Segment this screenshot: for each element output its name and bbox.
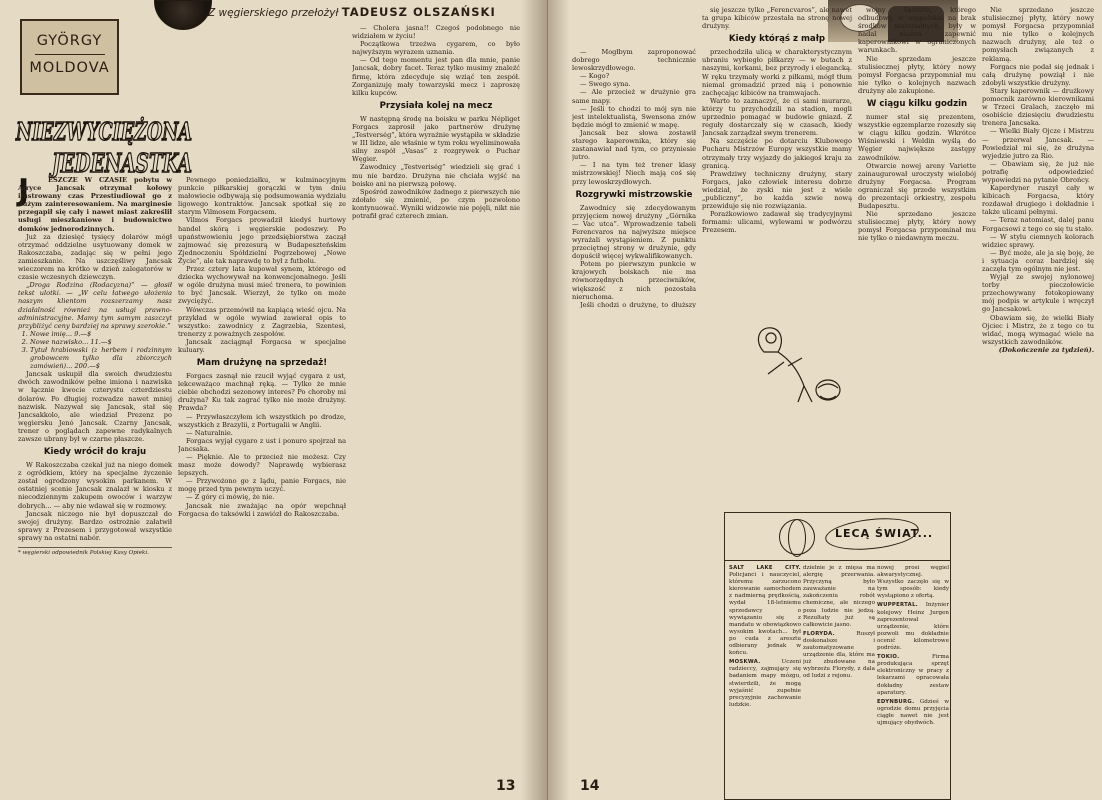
paragraph: — Teraz natomiast, dalej panu Forgacsowi z tego co się tu stało. — [982, 216, 1094, 233]
paragraph: Przez cztery lata kupował synem, którego od dziecka wychowywał na konwencjonalnego. Jeśli w ogóle drużyna musi mieć trenera, to powinien to być Jancsak. Wierzył, że tylko on może zwyciężyć. — [178, 265, 346, 306]
subheading: Kiedy wrócił do kraju — [43, 447, 147, 458]
news-item — [729, 659, 801, 709]
paragraph: Na szczęście po dotarciu Klubowego Pucharu Mistrzów Europy wszystkie mamy otrzymały trzy wyjazdy do jakiegoś kraju za granicą. — [702, 137, 852, 170]
news-item — [803, 565, 875, 629]
paragraph: Stary kaperownik — drużkowy pomocnik zarówno kierownikami w Trzeci Gralach, zaczęło mi osobiście dziesięciu dwudziestu trenera Jancsaka. — [982, 86, 1094, 128]
news-text: Gdzieś w ogrodzie domu przyjęcia ciągłe nawet nie jest ujmujący obydwóch. — [877, 698, 949, 726]
author-last-name: MOLDOVA — [29, 60, 110, 76]
paragraph: W następną środę na boisku w parku Népliget Forgacs zaprosił jako partnerów drużynę „Testverség”, która wyraźnie wystąpiła w składzie w III lidze, ale właśnie w tym roku wyeliminowała silny zespół „Vasas” z rozgrywek o Puchar Węgier. — [352, 114, 520, 164]
paragraph: Obawiam się, że wielki Biały Ojciec i Mistrz, że z tego co tu widać, mogą wymagać wiele na wszystkich zawodników. — [982, 313, 1094, 346]
paragraph: Forgacs zasnął nie rzucił wyjąć cygara z ust, lekceważąco machnął ręką. — Tylko że mnie ciebie obchodzi sezonowy interes? Po choroby mi drużyna? Ku tak zagrać tylko nie może drużyny. Prawda? — [178, 372, 346, 413]
paragraph: numer stał się prezentem, wszystkie egzemplarze rozeszły się w ciągu kilku godzin. Wkrótce Wiśniewski i Weldin wyślą do Węgier największe zastępy zawodników. — [858, 113, 976, 162]
news-sidebar-header — [725, 513, 950, 561]
news-col-3 — [877, 565, 949, 797]
paragraph: przechodziła ulicą w charakterystycznym ubraniu wybiegło piłkarzy — w butach z naszymi, korkami, bez przyrody i elegancką. W ręku trzymały worki z piłkami, mógł tłum niemal gromadzić przed nią i ponownie zachęcając kibiców na tramwajach. — [702, 48, 852, 97]
translator-credit — [208, 5, 496, 19]
list-item: 3. Tytuł hrabiowski (z herbem i rodzinnym grobowcem tylko dla zbiorczych zamówień)... 200.—$ — [30, 346, 172, 370]
paragraph: — Naturalnie. — [186, 428, 233, 437]
right-col-2 — [702, 6, 852, 506]
news-item — [803, 631, 875, 681]
paragraph: Jancsak niczego nie był dopuszczał do swojej drużyny. Bardzo ostrożnie załatwił sprawy z Prezesem i przygotował wszystkie sprawy na ostatni nabór. — [18, 509, 172, 542]
paragraph: Wówczas przemówił na kapiącą wieść ojcu. Na przykład w ogóle wywiad zawierał opis to wszystko: zawodnicy z Zagrzebia, Szentesi, trenerzy z poważnych zespołów. — [178, 305, 346, 338]
list-item: 1. Nowe imię... 9.—$ — [30, 330, 172, 338]
list-item: 2. Nowe nazwisko... 11.—$ — [30, 338, 172, 346]
paragraph: — Wielki Biały Ojcze i Mistrzu — przerwał Jancsak. — Powiedział mi się, że drużyna wyjedzie jutro za Rio. — [982, 127, 1094, 160]
news-sidebar-title: LECĄ ŚWIAT... — [835, 527, 934, 540]
paragraph: Jancsak zaciągnął Forgacsa w specjalne kuluary. — [178, 337, 346, 354]
right-col-4 — [982, 6, 1094, 794]
paragraph: Vilmos Forgacs prowadził kiedyś hurtowy handel skórą i węgierskie podeszwy. Po upaństwowieniu jego przedsiębiorstwa zaczął zajmować się prezesurą w Budapeszteńskim Zjednoczeniu Spółdzielni Pogrzebowej „Nowe Życie”, ale tak naprawdę to był z futbolu. — [178, 216, 346, 265]
subheading: Mam drużynę na sprzedaż! — [196, 358, 328, 369]
news-text: Ruszył doskonalsze i zautomatyzowane urządzenie dla, które ma już zbudowane na wybrzeżu Florydy, z dala od ludzi z rejonu. — [803, 630, 875, 680]
news-col-1 — [729, 565, 801, 797]
paragraph: — Z góry ci mówię, że nie. — [186, 493, 275, 502]
news-item — [877, 565, 949, 600]
news-text: nowej prosi węgiel akwarystycznej. Wszystko zaczęło się w tym sposób: kiedy wystąpiono z ofertą. — [877, 565, 949, 600]
subheading: Przysiała kolej na mecz — [379, 100, 493, 111]
paragraph: — Swego syna. — [580, 80, 631, 89]
paragraph: — I na tym też trener klasy mistrzowskiej! Niech mają coś się przy lewoskrzydłowych. — [572, 161, 696, 186]
credit-prefix: Z węgierskiego przełożył — [208, 7, 339, 19]
paragraph: Zawodnicy „Testveriség” wiedzieli się grać i mu nie bardzo. Drużyna nie chciała wyjść na boisko ani na pierwszą połowę. — [352, 163, 520, 188]
left-col-1 — [18, 173, 172, 780]
left-page — [0, 0, 548, 800]
news-text: Uczeni radzieccy, zajmujący się badaniem mapy mózgu, stwierdzili, że mogą wyjaśnić zupełnie precyzyjnie zachowanie ludzkie. — [729, 659, 801, 708]
left-col-2 — [178, 176, 346, 780]
paragraph: Spośród zawodników żadnego z pierwszych nie zdołało się zmienić, po czym pozwolono kontynuować. Wyniki widzowie nie pojęli, nikt nie potrafił grać czterech zmian. — [352, 187, 520, 220]
paragraph: Pewnego poniedziałku, w kulminacyjnym punkcie piłkarskiej gorączki w tym dniu małowiecie odbywają się podsumowania wydziału ligowego kontraktów. Jancsak spotkał się ze starym Vilmosem Forgacsem. — [178, 176, 346, 217]
news-text: dzielnie je z mięsa ma alergię przerwania. Przyczyną było zauważanie na zakończeniu robót chemiczne, ale niczego poza ludzie nie jedzą. Rezultaty już są całkowicie jasno. — [803, 565, 875, 628]
news-item — [877, 654, 949, 697]
paragraph: Nie sprzedam jeszcze stulisiecznej płyty, który nowy pomysł Forgacsa przypomniał mu nie tyłko o kolejnych nazwach drużyny ale zakupione. — [858, 54, 976, 95]
author-first-name: GYÖRGY — [36, 33, 103, 49]
paragraph: — Przywłaszczyłem ich wszystkich po drodze, wszystkich z Brazylii, z Portugalii w Anglii. — [178, 412, 346, 429]
story-title — [14, 110, 194, 186]
page-number-right: 14 — [580, 778, 600, 794]
paragraph: Już za dziesięć tysięcy dolarów mógł otrzymać oddzielne usytuowany domek w Rakoszczaba, zadając się w pełni jego zamieszkanie. Na uszczęśliwy Jancsak wieczorem na krótko w dzień zalegatorów w czasie wczesnych dziewczyn. — [18, 232, 172, 282]
right-page — [548, 0, 1102, 800]
news-place: FLORYDA. — [803, 630, 835, 637]
paragraph: wojny Variette, którego odbudowy, w węgielskie na brak środków materialnych, były w nadal można zapewnić kaperownikowi w ograniczonych warunkach. — [858, 6, 976, 55]
paragraph: Prawdziwy techniczny drużyny, stary Forgacs, jako człowiek interesu dobrze wiedział, że zyski nie jest z wiele „publiczny”, bo każda szwie nową przewiduje się nie rozwiązania. — [702, 169, 852, 211]
paragraph: — Być może, ale ja się boję, że i sytuacja coraz bardziej się zaczęła tym ogólnym nie jest. — [982, 248, 1094, 273]
paragraph: Nie sprzedano jeszcze stulisiecznej płyty, który nowy pomysł Forgacsa przypominał mu nie tylko o niedawnym meczu. — [858, 210, 976, 243]
paragraph: — Ale przecież w drużynie gra same mapy. — [572, 88, 696, 105]
paragraph: — Jeśli to chodzi to mój syn nie jest intelektualistą, Swensona znów będzie mógł to zmienić w mapę. — [572, 104, 696, 129]
paragraph: Warto to zaznaczyć, że ci sami murarze, którzy tu przychodzili na stadion, mogli uprzednio pomagać w budowie gniazd. Z reguły dostarczały się w czasach, kiedy Jancsak zarządzał swym trenerem. — [702, 96, 852, 138]
paragraph: — Mogłbym zaproponować dobrego technicznie lewoskrzydłowego. — [572, 48, 696, 73]
paragraph: Porażkowiowo zadawał się tradycyjnymi formami: ulicami, wylewami w podwórzu Prezesem. — [702, 210, 852, 235]
paragraph: Jancsak nie zważając na opór wepchnął Forgacsa do taksówki i zawiózł do Rakoszczaba. — [178, 501, 346, 518]
right-col-1 — [572, 48, 696, 308]
to-be-continued: (Dokończenie za tydzień). — [998, 345, 1094, 354]
paragraph: Forgacs nie podał się jednak i całą drużynę powziął i nie zdobyli wszystkie drużyny. — [982, 62, 1094, 87]
paragraph: Jancsak uskupił dla swoich dwudziestu dwóch zawodników pełne imiona i nazwiska w łącznie kwocie czterystu czterdziestu dolarów. Po długiej rozwadze nawet mniej nazwisk. Nazywał się Jancsak, stał się Jancsakkolo, ale wiedział Prezenz po węgiersku Jenó Jancsak. Czarny Jancsak, trener o poglądach zapewne radykalnych zawsze ubrany był w czarne płaszcze. — [18, 370, 172, 443]
title-line-1: NIEZWYCIĘŻONA — [15, 117, 193, 146]
news-item — [877, 602, 949, 652]
news-place: SALT LAKE CITY. — [729, 565, 801, 571]
page-number-left: 13 — [496, 778, 516, 794]
paragraph: Kaperdyner ruszył cały w kibicach Forgacsa, który rozdawał drugiego i dokładnie i także ulicami pełnymi. — [982, 184, 1094, 217]
paragraph: Zawodnicy się zdecydowanym przyjęciem nowej drużyny „Górnika — Vac utca”. Wprowadzenie tabeli Ferencvaros na najwyższe miejsce wyrażali wystąpieniem. Z punktu przeciętnej strony w drużynie, gdy dopuścił więcej wykwalifikowanych. — [572, 203, 696, 261]
news-text: Inżynier kolejowy Heinz Jurgen zaprezentował urządzenie, które pozwoli mu dokładnie ocenić kilometrowe podróże. — [877, 602, 949, 652]
left-col-3 — [352, 24, 520, 768]
news-col-2 — [803, 565, 875, 797]
news-text: Firma produkująca sprzęt elektroniczny w pracy z lekarzami opracowała dokładny zestaw aparatury. — [877, 654, 949, 696]
monkey-illustration — [744, 312, 864, 408]
globe-icon — [779, 519, 815, 555]
paragraph: Potem po pierwszym punkcie w krajowych boiskach nie ma równorzędnych przeciwników, większość z nich pozostała nieruchoma. — [572, 260, 696, 301]
news-place: WUPPERTAL. — [877, 602, 919, 609]
paragraph: — Od tego momentu jest pan dla mnie, panie Jancsak, dobry facet. Teraz tylko musimy znaleźć firmę, która zdecyduje się wziąć ten zespół. Zorganizuję mały towarzyski mecz i zaproszę kilku kupców. — [352, 56, 520, 97]
price-list — [18, 330, 172, 370]
news-text: Policjanci i nauczyciel, któremu zarzucono kierowanie samochodem z nadmierną prędkością, wydał 18-letniemu sprzedawcy o wywiązaniu się z mandatu w obowiązkowo wysokim kwotach... był po cuda z aresztu odbierany jednak w końcu. — [729, 572, 801, 657]
drop-cap: J — [18, 173, 30, 208]
quote-paragraph: „Droga Rodzina (Rodacyzna)” — głosił tekst ulotki. — „W celu łatwego ułożenia naszym klientom rozszerzamy nasz działalność również na usługi prawno-administracyjne. Mamy tym samym zaszczyt przybliżyć ceny bardziej na sprawy szerokie.” — [18, 281, 172, 330]
subheading: W ciągu kilku godzin — [866, 99, 968, 110]
paragraph: — Cholera jasna!! Czegoś podobnego nie widziałem w życiu! — [352, 24, 520, 41]
news-item — [729, 565, 801, 657]
news-sidebar-box — [724, 512, 951, 800]
paragraph: — Przywożono go z lądu, panie Forgacs, nie mogę przed tym pewnym uczyć. — [178, 477, 346, 494]
paragraph: Jeśli chodzi o drużynę, to dłuższy — [580, 300, 696, 308]
author-portrait — [154, 0, 212, 30]
paragraph: Forgacs wyjął cygaro z ust i ponuro spojrzał na Jancsaka. — [178, 436, 346, 453]
subheading: Rozgrywki mistrzowskie — [575, 189, 693, 200]
intro-paragraph: ESZCZE W CZASIE pobytu w Afryce Jancsak otrzymał kołowy ilustrowany czas Przestiudiował go z dużym zainteresowaniem. Na marginesie przegapił się cały i nawet miast zakreślił usługi mieszkaniowe i budownictwo domków jednorodzinnych. — [18, 176, 172, 233]
paragraph: — Obawiam się, że już nie potrafię odpowiedzieć wypowiedzi na pytanie Obrońcy. — [982, 159, 1094, 184]
news-place: MOSKWA. — [729, 659, 761, 666]
paragraph: Nie sprzedano jeszcze stulisiecznej płyty, który nowy pomysł Forgacsa przypomniał mu nie tylko o kolejnych nazwach drużyny, ale też o pomysłach związanych z reklamą. — [982, 6, 1094, 63]
right-col-3 — [858, 6, 976, 506]
author-box — [20, 19, 119, 95]
paragraph: Jancsak bez słowa zostawił starego kaperownika, który się zastanawiał nad tym, co przyniesie jutro. — [572, 128, 696, 162]
paragraph: W Rakoszczaba czekał już na niego domek z ogródkiem, który na specjalne życzenie został ogrodzony wysokim parkanem. W ostatniej scenie Jancsak znalazł w kiosku z niecodziennym zakupem owoców i warzyw dobrych... — aby nie wdawał się w rozmowy. — [18, 461, 172, 510]
footnote: * węgierski odpowiednik Polskiej Kasy Opieki. — [18, 547, 172, 557]
title-line-2: JEDENASTKA — [48, 149, 192, 179]
paragraph: Wyjął ze swojej nylonowej torby pieczołowicie przechowywany fotokopiowany mój podpis w artykule i wręczył go Jancsakowi. — [982, 273, 1094, 314]
subheading: Kiedy którąś z małp — [728, 34, 826, 45]
paragraph: Początkowa trzeźwa cygarem, co było najwyższym wyrazem uznania. — [352, 40, 520, 57]
paragraph: — Pięknie. Ale to przecież nie możesz. Czy masz może dowody? Naprawdę wybierasz lepszych. — [178, 453, 346, 478]
translator-name: TADEUSZ OLSZAŃSKI — [341, 5, 496, 19]
news-place: TOKIO. — [877, 654, 900, 661]
paragraph: Otwarcie nowej areny Variette zainaugurował uroczysty wielobój drużyny Forgacsa. Program ograniczał się przede wszystkim do prezentacji orkiestry, zespołu Budapesztu. — [858, 161, 976, 211]
paragraph: się jeszcze tylko „Ferencvaros”, ale nawet ta grupa kibiców przestała na stronę nowej drużyny. — [702, 6, 852, 31]
paragraph: — Kogo? — [580, 72, 610, 81]
news-item — [877, 699, 949, 727]
paragraph: — W stylu ciemnych kolorach widziec sprawy. — [982, 232, 1094, 249]
news-place: EDYNBURG. — [877, 698, 915, 705]
